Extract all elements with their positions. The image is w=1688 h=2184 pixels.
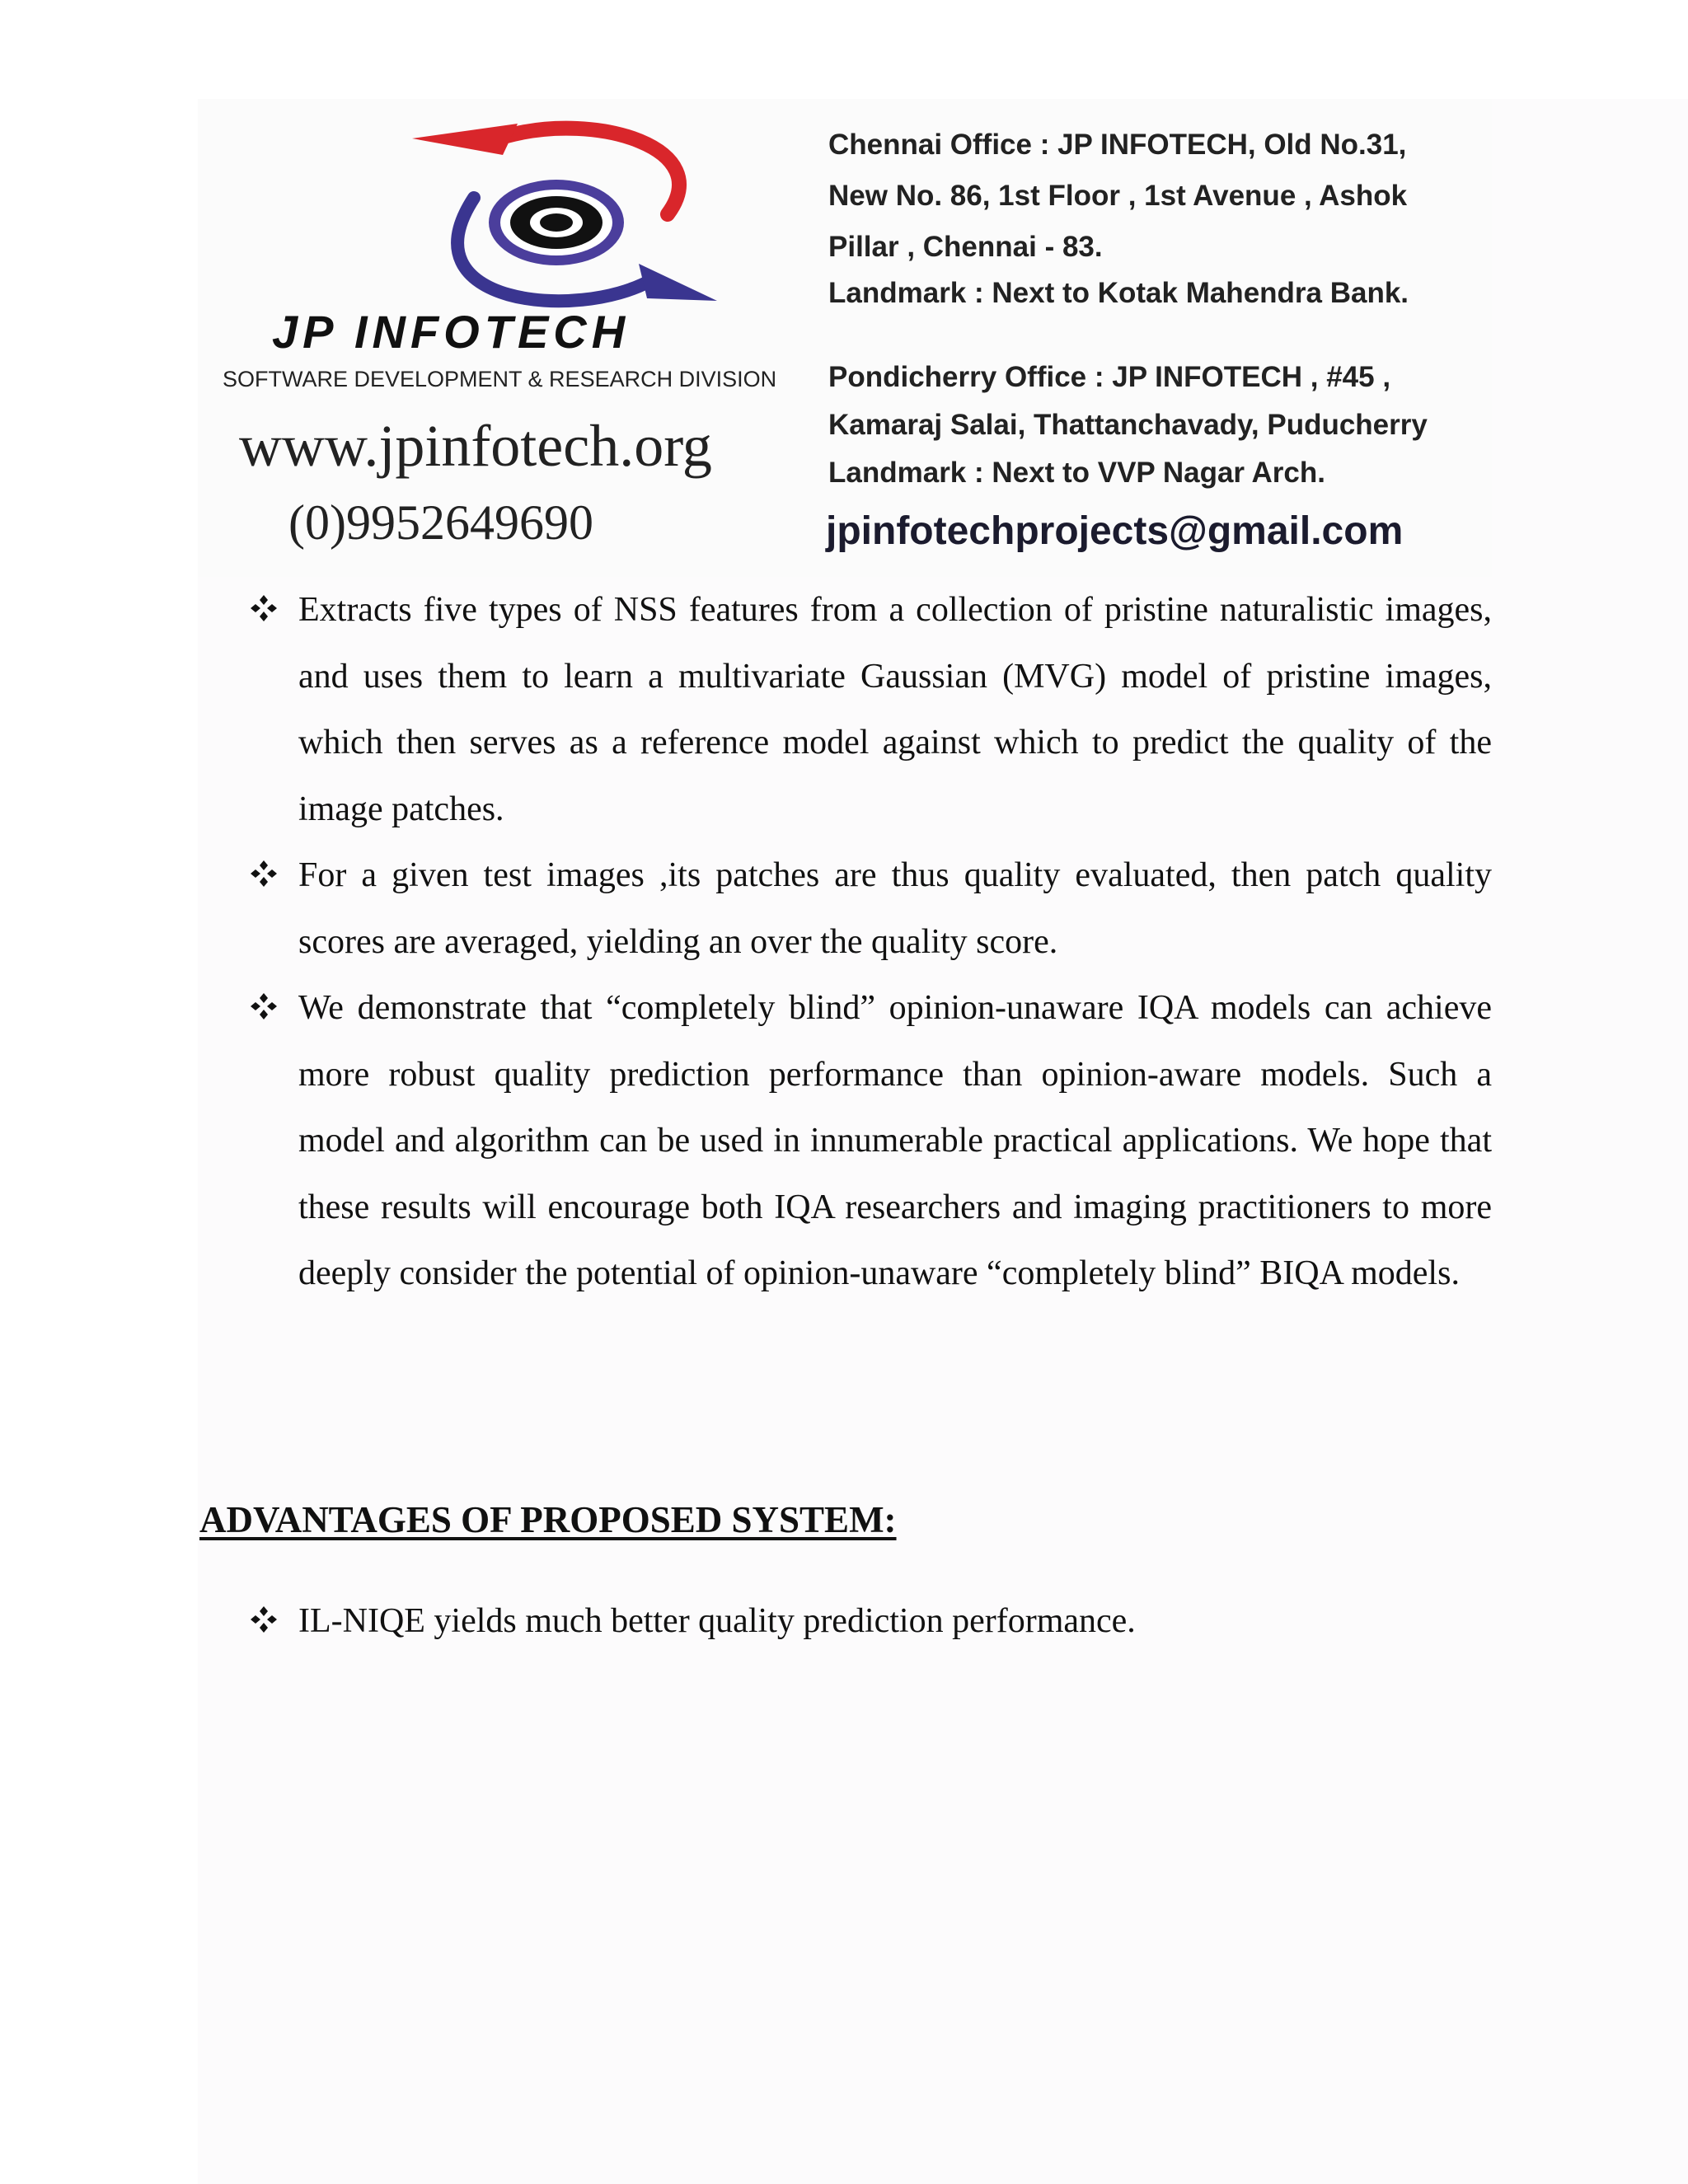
chennai-address-line-2: New No. 86, 1st Floor , 1st Avenue , Ashok <box>828 180 1408 212</box>
diamond-bullet-icon <box>247 577 284 643</box>
chennai-address-line-1: Chennai Office : JP INFOTECH, Old No.31, <box>828 129 1407 161</box>
letterhead <box>198 99 1492 577</box>
website-link[interactable]: www.jpinfotech.org <box>239 413 712 479</box>
diamond-bullet-icon <box>247 842 284 908</box>
email-link[interactable]: jpinfotechprojects@gmail.com <box>826 509 1404 553</box>
diamond-bullet-icon <box>247 975 284 1041</box>
company-name: JP INFOTECH <box>272 306 631 358</box>
list-item <box>247 1588 1492 1655</box>
list-item-text: For a given test images ,its patches are thus quality evaluated, then patch quality scores are averaged, yielding an over the quality score. <box>298 856 1492 961</box>
section-heading: ADVANTAGES OF PROPOSED SYSTEM: <box>199 1499 897 1540</box>
phone-number: (0)9952649690 <box>288 495 593 550</box>
pondicherry-address-line-1: Pondicherry Office : JP INFOTECH , #45 , <box>828 361 1391 393</box>
list-item <box>247 577 1492 842</box>
pondicherry-address-line-2: Kamaraj Salai, Thattanchavady, Puducherry <box>828 409 1428 441</box>
list-item-text: Extracts five types of NSS features from a collection of pristine naturalistic images, and uses them to learn a multivariate Gaussian (MVG) model of pristine images, which then serves as a reference model against which to predict the quality of the image patches. <box>298 591 1492 828</box>
list-item-text: We demonstrate that “completely blind” opinion-unaware IQA models can achieve more robust quality prediction performance than opinion-aware models. Such a model and algorithm can be used in innumerable practical applications. We hope that these results will encourage both IQA researchers and imaging practitioners to more deeply consider the potential of opinion-unaware “completely blind” BIQA models. <box>298 989 1492 1292</box>
features-list <box>247 577 1492 1307</box>
list-item-text: IL-NIQE yields much better quality prediction performance. <box>298 1602 1136 1640</box>
diamond-bullet-icon <box>247 1588 284 1654</box>
advantages-list <box>247 1588 1492 1655</box>
chennai-landmark: Landmark : Next to Kotak Mahendra Bank. <box>828 277 1409 309</box>
list-item <box>247 975 1492 1307</box>
list-item <box>247 842 1492 975</box>
pondicherry-landmark: Landmark : Next to VVP Nagar Arch. <box>828 457 1325 489</box>
chennai-address-line-3: Pillar , Chennai - 83. <box>828 231 1103 263</box>
division-tagline: SOFTWARE DEVELOPMENT & RESEARCH DIVISION <box>223 367 777 391</box>
